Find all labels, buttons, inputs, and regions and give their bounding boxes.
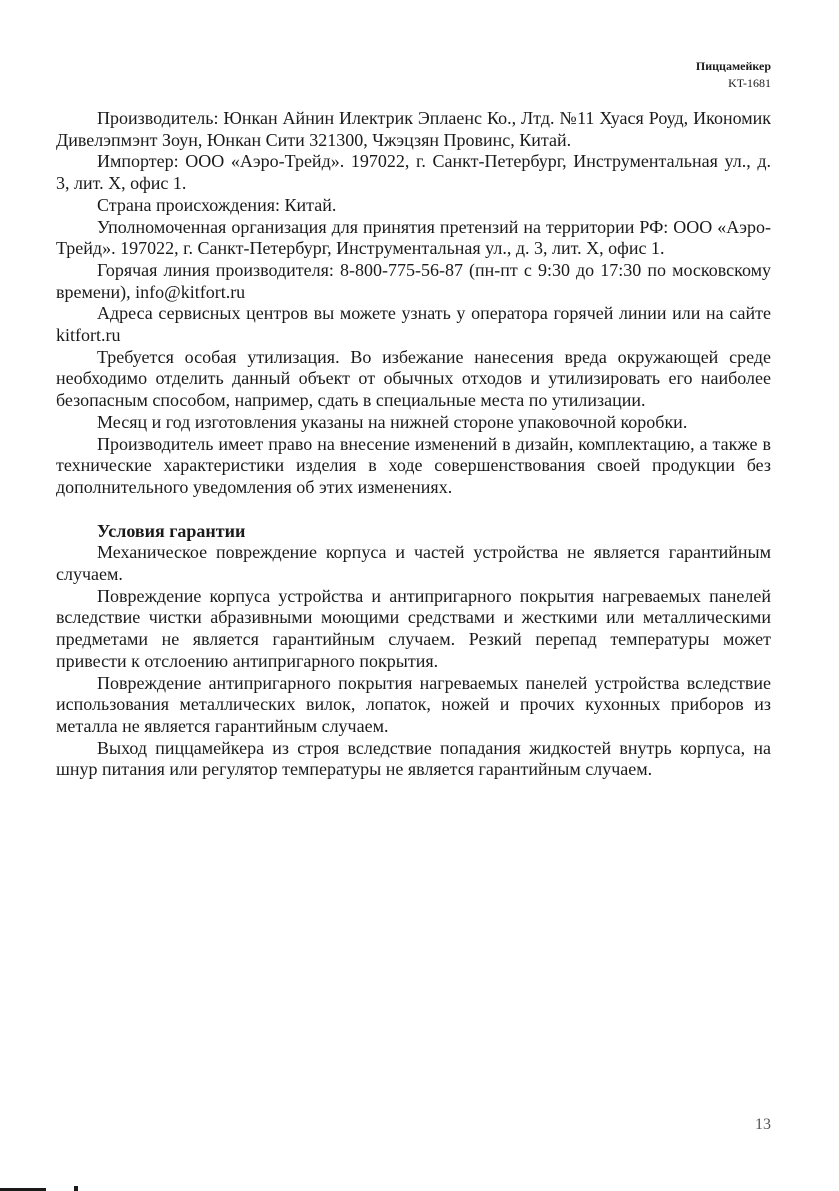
paragraph-authorized-organization: Уполномоченная организация для принятия претензий на территории РФ: ООО «Аэро-Трейд». 197022, г. Санкт-Петербург, Инструментальная ул., д. 3, лит. Х, офис 1.	[56, 216, 771, 259]
running-header	[696, 58, 771, 92]
section-title-warranty: Условия гарантии	[97, 520, 246, 541]
paragraph-warranty-mechanical: Механическое повреждение корпуса и частей устройства не является гарантийным случаем.	[56, 542, 771, 585]
paragraph-importer: Импортер: ООО «Аэро-Трейд». 197022, г. Санкт-Петербург, Инструментальная ул., д. 3, лит. Х, офис 1.	[56, 151, 771, 194]
paragraph-warranty-utensils: Повреждение антипригарного покрытия нагреваемых панелей устройства вследствие использования металлических вилок, лопаток, ножей и прочих кухонных приборов из металла не является гарантийным случаем.	[56, 672, 771, 736]
header-product-name: Пиццамейкер	[695, 59, 771, 73]
header-model-number: KT-1681	[728, 76, 771, 90]
paragraph-warranty-liquids: Выход пиццамейкера из строя вследствие попадания жидкостей внутрь корпуса, на шнур питания или регулятор температуры не является гарантийным случаем.	[56, 737, 771, 780]
paragraph-hotline: Горячая линия производителя: 8-800-775-56-87 (пн-пт с 9:30 до 17:30 по московскому времени), info@kitfort.ru	[56, 259, 771, 302]
paragraph-warranty-cleaning: Повреждение корпуса устройства и антипригарного покрытия нагреваемых панелей вследствие чистки абразивными моющими средствами и жесткими или металлическими предметами не является гарантийным случаем. Резкий перепад температуры может привести к отслоению антипригарного покрытия.	[56, 585, 771, 671]
paragraph-service-centers: Адреса сервисных центров вы можете узнать у оператора горячей линии или на сайте kitfort.ru	[56, 303, 771, 346]
document-body	[56, 108, 771, 781]
paragraph-manufacture-date: Месяц и год изготовления указаны на нижней стороне упаковочной коробки.	[97, 411, 688, 432]
crop-mark-dot	[74, 1186, 78, 1191]
paragraph-manufacturer: Производитель: Юнкан Айнин Илектрик Эплаенс Ко., Лтд. №11 Хуася Роуд, Икономик Дивелэпмэнт Зоун, Юнкан Сити 321300, Чжэцзян Провинс, Китай.	[56, 108, 771, 150]
paragraph-disposal: Требуется особая утилизация. Во избежание нанесения вреда окружающей среде необходимо отделить данный объект от обычных отходов и утилизировать его наиболее безопасным способом, например, сдать в специальные места по утилизации.	[56, 346, 771, 411]
page-number: 13	[755, 1116, 771, 1133]
paragraph-country-of-origin: Страна происхождения: Китай.	[97, 194, 337, 215]
paragraph-design-changes: Производитель имеет право на внесение изменений в дизайн, комплектацию, а также в технические характеристики изделия в ходе совершенствования своей продукции без дополнительного уведомления об этих изменениях.	[56, 433, 771, 497]
